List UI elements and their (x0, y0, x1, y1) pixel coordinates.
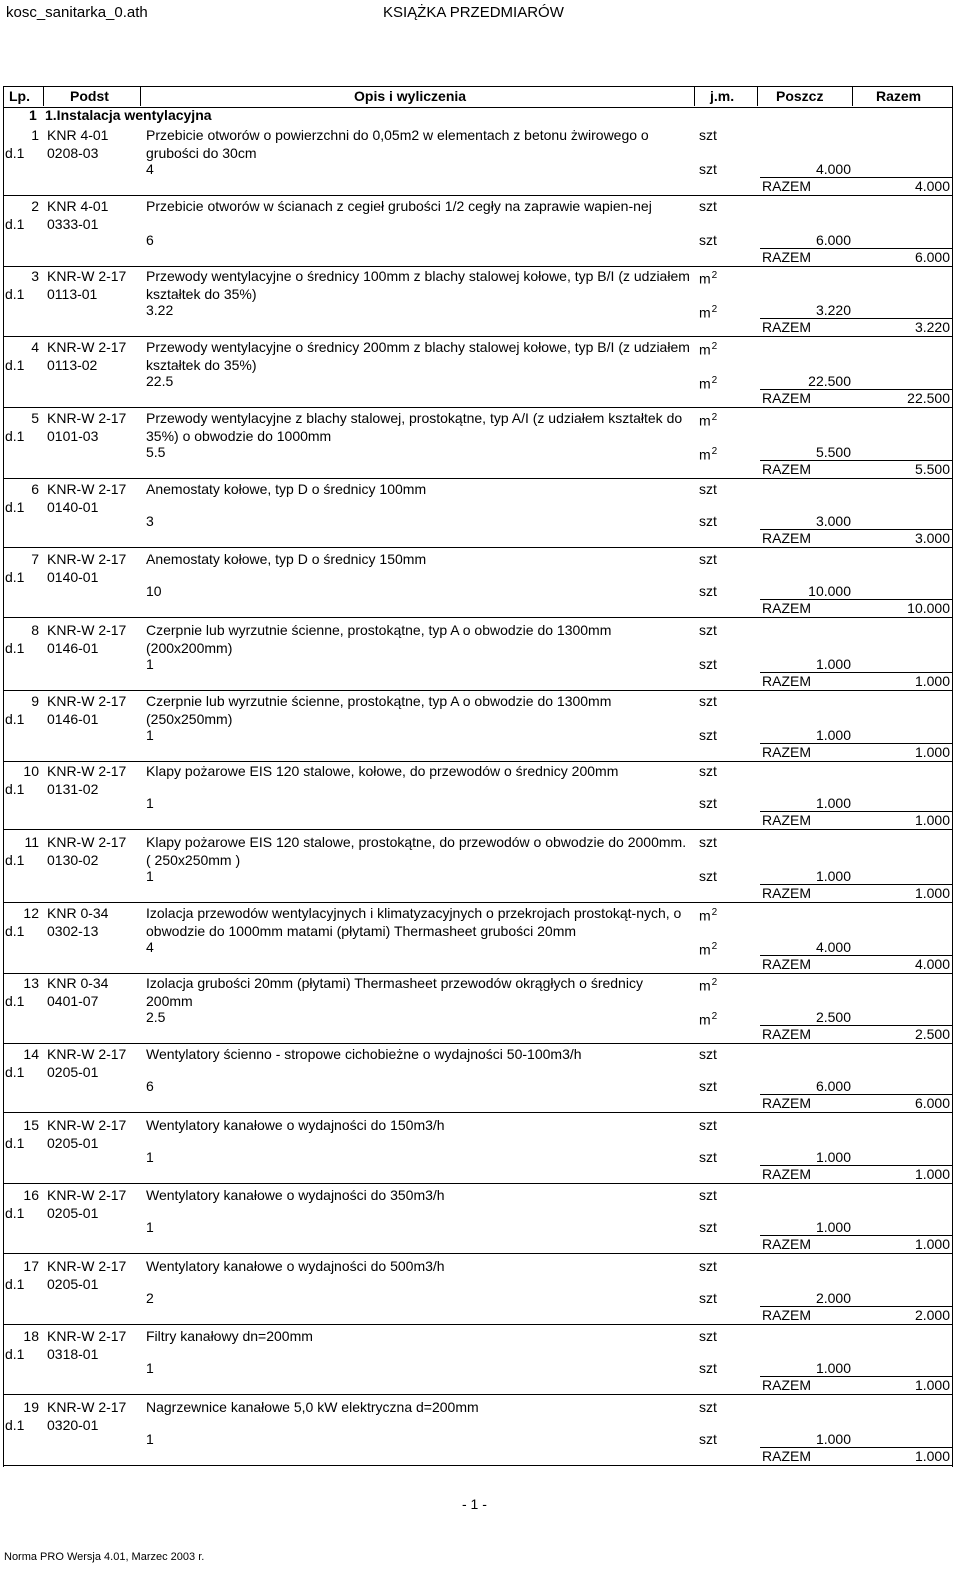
entry-lp: 19 (23, 1399, 39, 1415)
entry-calc-unit: szt (699, 232, 717, 248)
col-opis: Opis i wyliczenia (354, 88, 467, 104)
poszcz-underline (760, 1306, 952, 1307)
entry-razem: 1.000 (914, 673, 950, 689)
entry-lp: 12 (23, 905, 39, 921)
entry-razem: 1.000 (914, 1377, 950, 1393)
entry-lp: 7 (31, 551, 39, 567)
entry-razem: 2.500 (914, 1026, 950, 1042)
entry-lp: 15 (23, 1117, 39, 1133)
list-item (3, 1325, 952, 1395)
entry-calc: 5.5 (146, 444, 166, 460)
section-row (3, 106, 952, 124)
entry-unit: szt (699, 481, 717, 497)
entry-unit: szt (699, 1117, 717, 1133)
entry-unit: szt (699, 1046, 717, 1062)
entry-lp: 10 (23, 763, 39, 779)
entry-lp: 11 (24, 834, 39, 850)
entry-lp: 4 (31, 339, 39, 355)
entry-poszcz: 1.000 (815, 868, 851, 884)
entry-razem-label: RAZEM (762, 1448, 811, 1464)
entry-unit: szt (699, 622, 717, 638)
entry-poszcz: 2.000 (815, 1290, 851, 1306)
col-divider-podst (140, 86, 141, 106)
entry-unit: szt (699, 1258, 717, 1274)
entry-lp-sub: d.1 (5, 923, 25, 939)
entry-podst-sub: 0208-03 (47, 145, 99, 161)
col-razem: Razem (876, 88, 922, 104)
entry-calc-unit: szt (699, 1290, 717, 1306)
entry-poszcz: 5.500 (815, 444, 851, 460)
entry-podst: KNR-W 2-17 (47, 834, 127, 850)
entry-lp-sub: d.1 (5, 216, 25, 232)
entry-lp-sub: d.1 (5, 711, 25, 727)
entry-razem-label: RAZEM (762, 319, 811, 335)
entry-podst-sub: 0333-01 (47, 216, 99, 232)
page-number: - 1 - (462, 1496, 487, 1512)
list-item (3, 336, 952, 406)
col-divider-poszcz (852, 86, 853, 106)
entry-podst: KNR-W 2-17 (47, 1046, 127, 1062)
entry-razem-label: RAZEM (762, 744, 811, 760)
entry-lp-sub: d.1 (5, 993, 25, 1009)
entry-poszcz: 6.000 (815, 232, 851, 248)
entry-razem: 1.000 (914, 1448, 950, 1464)
document-title: KSIĄŻKA PRZEDMIARÓW (383, 4, 564, 21)
entry-podst: KNR 4-01 (47, 127, 109, 143)
poszcz-underline (760, 1447, 952, 1448)
entry-lp: 2 (31, 198, 39, 214)
entry-podst: KNR-W 2-17 (47, 410, 127, 426)
entry-podst-sub: 0101-03 (47, 428, 99, 444)
entry-unit: szt (699, 127, 717, 143)
entry-calc-unit: szt (699, 1219, 717, 1235)
entry-calc: 1 (146, 1360, 154, 1376)
entry-unit: szt (699, 1399, 717, 1415)
row-separator (3, 1394, 952, 1395)
entry-unit: $m^2$ (699, 907, 718, 924)
poszcz-underline (760, 955, 952, 956)
entry-description: Anemostaty kołowe, typ D o średnicy 150mm (146, 551, 427, 567)
entry-calc: 1 (146, 1149, 154, 1165)
entry-description: Przewody wentylacyjne z blachy stalowej, prostokątne, typ A/I (z udziałem kształtek do 35%) o obwodzie do 1000mm (146, 410, 683, 444)
entry-unit: $m^2$ (699, 412, 718, 429)
entry-razem-label: RAZEM (762, 390, 811, 406)
entry-razem: 4.000 (914, 178, 950, 194)
section-title: 1.Instalacja wentylacyjna (45, 107, 212, 123)
poszcz-underline (760, 529, 952, 530)
entry-description: Izolacja przewodów wentylacyjnych i klimatyzacyjnych o przekrojach prostokąt-nych, o obwodzie do 1000mm matami (płytami) Thermasheet grubości 20mm (146, 905, 682, 939)
poszcz-underline (760, 248, 952, 249)
entry-unit: szt (699, 1187, 717, 1203)
col-poszcz: Poszcz (776, 88, 824, 104)
row-separator (3, 1112, 952, 1113)
row-separator (3, 829, 952, 830)
poszcz-underline (760, 743, 952, 744)
entry-razem: 1.000 (914, 1166, 950, 1182)
entry-poszcz: 1.000 (815, 656, 851, 672)
poszcz-underline (760, 318, 952, 319)
entry-podst: KNR 4-01 (47, 198, 109, 214)
list-item (3, 690, 952, 760)
poszcz-underline (760, 389, 952, 390)
entry-lp-sub: d.1 (5, 1276, 25, 1292)
entry-lp-sub: d.1 (5, 286, 25, 302)
entry-podst-sub: 0401-07 (47, 993, 99, 1009)
entry-calc: 22.5 (146, 373, 174, 389)
entry-razem-label: RAZEM (762, 1166, 811, 1182)
entry-unit: szt (699, 551, 717, 567)
entry-lp-sub: d.1 (5, 1205, 25, 1221)
entry-razem-label: RAZEM (762, 673, 811, 689)
entry-calc: 1 (146, 1431, 154, 1447)
poszcz-underline (760, 1376, 952, 1377)
entry-calc: 6 (146, 232, 154, 248)
list-item (3, 831, 952, 901)
entry-lp-sub: d.1 (5, 428, 25, 444)
entry-lp-sub: d.1 (5, 1135, 25, 1151)
col-lp: Lp. (9, 88, 30, 104)
entry-lp: 3 (31, 268, 39, 284)
entry-podst-sub: 0205-01 (47, 1205, 99, 1221)
entry-calc-unit: szt (699, 868, 717, 884)
entry-calc: 2.5 (146, 1009, 166, 1025)
entry-podst-sub: 0302-13 (47, 923, 99, 939)
entry-podst-sub: 0140-01 (47, 569, 99, 585)
col-podst: Podst (70, 88, 109, 104)
entry-podst: KNR-W 2-17 (47, 1187, 127, 1203)
poszcz-underline (760, 1025, 952, 1026)
list-item (3, 972, 952, 1042)
entry-podst: KNR-W 2-17 (47, 339, 127, 355)
entry-calc-unit: $m^2$ (699, 1011, 718, 1028)
entry-razem: 6.000 (914, 249, 950, 265)
entry-lp-sub: d.1 (5, 1417, 25, 1433)
row-separator (3, 1253, 952, 1254)
list-item (3, 478, 952, 548)
entry-podst: KNR 0-34 (47, 905, 109, 921)
entry-podst-sub: 0205-01 (47, 1276, 99, 1292)
entry-calc-unit: szt (699, 795, 717, 811)
entry-razem-label: RAZEM (762, 1236, 811, 1252)
poszcz-underline (760, 1235, 952, 1236)
entry-lp-sub: d.1 (5, 781, 25, 797)
entry-podst-sub: 0113-01 (47, 286, 98, 302)
entry-podst: KNR-W 2-17 (47, 481, 127, 497)
list-item (3, 548, 952, 618)
entry-lp-sub: d.1 (5, 852, 25, 868)
poszcz-underline (760, 672, 952, 673)
entry-description: Wentylatory kanałowe o wydajności do 350m3/h (146, 1187, 445, 1203)
entry-calc: 6 (146, 1078, 154, 1094)
entry-lp-sub: d.1 (5, 145, 25, 161)
entry-description: Czerpnie lub wyrzutnie ścienne, prostokątne, typ A o obwodzie do 1300mm (200x200mm) (146, 622, 612, 656)
list-item (3, 195, 952, 265)
entry-razem-label: RAZEM (762, 178, 811, 194)
entry-poszcz: 22.500 (808, 373, 851, 389)
entry-poszcz: 2.500 (815, 1009, 851, 1025)
list-item (3, 124, 952, 194)
entry-description: Wentylatory kanałowe o wydajności do 500m3/h (146, 1258, 445, 1274)
entry-calc-unit: $m^2$ (699, 304, 718, 321)
col-jm: j.m. (710, 88, 735, 104)
entry-podst-sub: 0205-01 (47, 1064, 99, 1080)
entry-calc-unit: szt (699, 1360, 717, 1376)
entry-podst: KNR-W 2-17 (47, 622, 127, 638)
entry-poszcz: 4.000 (815, 939, 851, 955)
entry-lp: 14 (23, 1046, 39, 1062)
entry-unit: szt (699, 198, 717, 214)
entry-podst-sub: 0318-01 (47, 1346, 99, 1362)
entry-lp: 6 (31, 481, 39, 497)
entry-description: Czerpnie lub wyrzutnie ścienne, prostokątne, typ A o obwodzie do 1300mm (250x250mm) (146, 693, 612, 727)
entry-description: Przewody wentylacyjne o średnicy 100mm z blachy stalowej kołowe, typ B/I (z udziałem kształtek do 35%) (146, 268, 690, 302)
entry-razem: 5.500 (914, 461, 950, 477)
entry-lp: 8 (31, 622, 39, 638)
entry-lp-sub: d.1 (5, 357, 25, 373)
entry-calc-unit: szt (699, 1149, 717, 1165)
poszcz-underline (760, 460, 952, 461)
entry-calc: 1 (146, 795, 154, 811)
entry-razem: 1.000 (914, 885, 950, 901)
entry-razem-label: RAZEM (762, 461, 811, 477)
entry-podst: KNR-W 2-17 (47, 1399, 127, 1415)
entry-unit: szt (699, 834, 717, 850)
entry-lp: 16 (23, 1187, 39, 1203)
entry-description: Klapy pożarowe EIS 120 stalowe, prostokątne, do przewodów o obwodzie do 2000mm. ( 250x250mm ) (146, 834, 687, 868)
entry-podst-sub: 0131-02 (47, 781, 99, 797)
col-divider-jm (757, 86, 758, 106)
entry-calc: 3 (146, 513, 154, 529)
entry-calc-unit: szt (699, 583, 717, 599)
entry-razem: 1.000 (914, 744, 950, 760)
entry-calc-unit: szt (699, 513, 717, 529)
col-divider-opis (694, 86, 695, 106)
entry-poszcz: 1.000 (815, 727, 851, 743)
file-name: kosc_sanitarka_0.ath (6, 4, 148, 21)
entry-poszcz: 3.220 (815, 302, 851, 318)
entry-podst: KNR-W 2-17 (47, 1328, 127, 1344)
entry-poszcz: 1.000 (815, 1219, 851, 1235)
entry-poszcz: 3.000 (815, 513, 851, 529)
entry-description: Przebicie otworów o powierzchni do 0,05m2 w elementach z betonu żwirowego o grubości do 30cm (146, 127, 649, 161)
entry-lp-sub: d.1 (5, 499, 25, 515)
row-separator (3, 1465, 952, 1466)
entry-podst-sub: 0130-02 (47, 852, 99, 868)
entry-razem-label: RAZEM (762, 885, 811, 901)
poszcz-underline (760, 177, 952, 178)
entry-razem: 1.000 (914, 812, 950, 828)
entry-description: Anemostaty kołowe, typ D o średnicy 100mm (146, 481, 427, 497)
entry-calc-unit: szt (699, 1431, 717, 1447)
entry-razem-label: RAZEM (762, 812, 811, 828)
entry-razem-label: RAZEM (762, 1026, 811, 1042)
entry-unit: szt (699, 693, 717, 709)
entry-lp: 17 (23, 1258, 39, 1274)
entry-lp: 1 (31, 127, 39, 143)
entry-razem: 2.000 (914, 1307, 950, 1323)
entry-calc-unit: szt (699, 727, 717, 743)
table-border-right (952, 86, 953, 1467)
entry-razem: 10.000 (907, 600, 950, 616)
entry-podst: KNR-W 2-17 (47, 1258, 127, 1274)
entry-podst-sub: 0146-01 (47, 640, 99, 656)
entry-razem: 3.220 (914, 319, 950, 335)
row-separator (3, 617, 952, 618)
entry-calc-unit: $m^2$ (699, 941, 718, 958)
section-number: 1 (29, 107, 37, 123)
entry-poszcz: 10.000 (808, 583, 851, 599)
entry-podst-sub: 0146-01 (47, 711, 99, 727)
poszcz-underline (760, 811, 952, 812)
entry-podst: KNR 0-34 (47, 975, 109, 991)
list-item (3, 407, 952, 477)
entry-lp: 9 (31, 693, 39, 709)
entry-unit: $m^2$ (699, 341, 718, 358)
entry-calc: 4 (146, 161, 154, 177)
entry-razem: 22.500 (907, 390, 950, 406)
entry-calc: 2 (146, 1290, 154, 1306)
entry-razem: 1.000 (914, 1236, 950, 1252)
column-header-row (3, 86, 952, 108)
entry-unit: $m^2$ (699, 977, 718, 994)
entry-lp: 5 (31, 410, 39, 426)
entry-calc: 3.22 (146, 302, 174, 318)
entry-poszcz: 1.000 (815, 1431, 851, 1447)
entry-description: Przebicie otworów w ścianach z cegieł grubości 1/2 cegły na zaprawie wapien-nej (146, 198, 652, 214)
entry-poszcz: 1.000 (815, 1149, 851, 1165)
entry-podst: KNR-W 2-17 (47, 763, 127, 779)
entry-description: Nagrzewnice kanałowe 5,0 kW elektryczna d=200mm (146, 1399, 479, 1415)
entry-podst-sub: 0140-01 (47, 499, 99, 515)
entry-calc: 1 (146, 868, 154, 884)
list-item (3, 1043, 952, 1113)
entry-podst-sub: 0205-01 (47, 1135, 99, 1151)
entry-calc: 10 (146, 583, 162, 599)
entry-unit: szt (699, 763, 717, 779)
poszcz-underline (760, 884, 952, 885)
entry-lp-sub: d.1 (5, 569, 25, 585)
entry-description: Filtry kanałowy dn=200mm (146, 1328, 313, 1344)
list-item (3, 619, 952, 689)
entry-lp-sub: d.1 (5, 1064, 25, 1080)
entry-calc-unit: $m^2$ (699, 446, 718, 463)
list-item (3, 1255, 952, 1325)
list-item (3, 1396, 952, 1466)
poszcz-underline (760, 599, 952, 600)
entry-description: Przewody wentylacyjne o średnicy 200mm z blachy stalowej kołowe, typ B/I (z udziałem kształtek do 35%) (146, 339, 690, 373)
entry-razem: 6.000 (914, 1095, 950, 1111)
entry-description: Izolacja grubości 20mm (płytami) Thermasheet przewodów okrągłych o średnicy 200mm (146, 975, 643, 1009)
entry-poszcz: 6.000 (815, 1078, 851, 1094)
entry-razem-label: RAZEM (762, 1307, 811, 1323)
poszcz-underline (760, 1165, 952, 1166)
poszcz-underline (760, 1094, 952, 1095)
entry-description: Klapy pożarowe EIS 120 stalowe, kołowe, do przewodów o średnicy 200mm (146, 763, 619, 779)
entry-razem-label: RAZEM (762, 530, 811, 546)
list-item (3, 1114, 952, 1184)
entry-razem: 3.000 (914, 530, 950, 546)
entry-lp: 18 (23, 1328, 39, 1344)
list-item (3, 265, 952, 335)
entry-calc-unit: szt (699, 656, 717, 672)
entry-description: Wentylatory kanałowe o wydajności do 150m3/h (146, 1117, 445, 1133)
list-item (3, 1184, 952, 1254)
entry-podst: KNR-W 2-17 (47, 693, 127, 709)
entry-calc-unit: szt (699, 161, 717, 177)
entry-description: Wentylatory ściennо - stropowe cichobieżne o wydajności 50-100m3/h (146, 1046, 582, 1062)
list-item (3, 902, 952, 972)
entry-razem-label: RAZEM (762, 1095, 811, 1111)
entry-razem: 4.000 (914, 956, 950, 972)
entry-razem-label: RAZEM (762, 600, 811, 616)
entry-calc: 1 (146, 727, 154, 743)
entry-calc: 1 (146, 656, 154, 672)
entry-poszcz: 4.000 (815, 161, 851, 177)
entry-podst-sub: 0320-01 (47, 1417, 99, 1433)
list-item (3, 760, 952, 830)
entry-calc-unit: szt (699, 1078, 717, 1094)
entry-lp: 13 (23, 975, 39, 991)
entry-razem-label: RAZEM (762, 249, 811, 265)
entry-unit: szt (699, 1328, 717, 1344)
entry-razem-label: RAZEM (762, 956, 811, 972)
entry-unit: $m^2$ (699, 270, 718, 287)
entry-lp-sub: d.1 (5, 1346, 25, 1362)
entry-podst: KNR-W 2-17 (47, 551, 127, 567)
entry-podst-sub: 0113-02 (47, 357, 98, 373)
entry-calc: 4 (146, 939, 154, 955)
entry-podst: KNR-W 2-17 (47, 268, 127, 284)
entry-calc: 1 (146, 1219, 154, 1235)
footer-text: Norma PRO Wersja 4.01, Marzec 2003 r. (4, 1551, 205, 1563)
entry-poszcz: 1.000 (815, 795, 851, 811)
entry-razem-label: RAZEM (762, 1377, 811, 1393)
entry-podst: KNR-W 2-17 (47, 1117, 127, 1133)
entry-lp-sub: d.1 (5, 640, 25, 656)
entry-poszcz: 1.000 (815, 1360, 851, 1376)
col-divider-lp (43, 86, 44, 106)
entry-calc-unit: $m^2$ (699, 375, 718, 392)
